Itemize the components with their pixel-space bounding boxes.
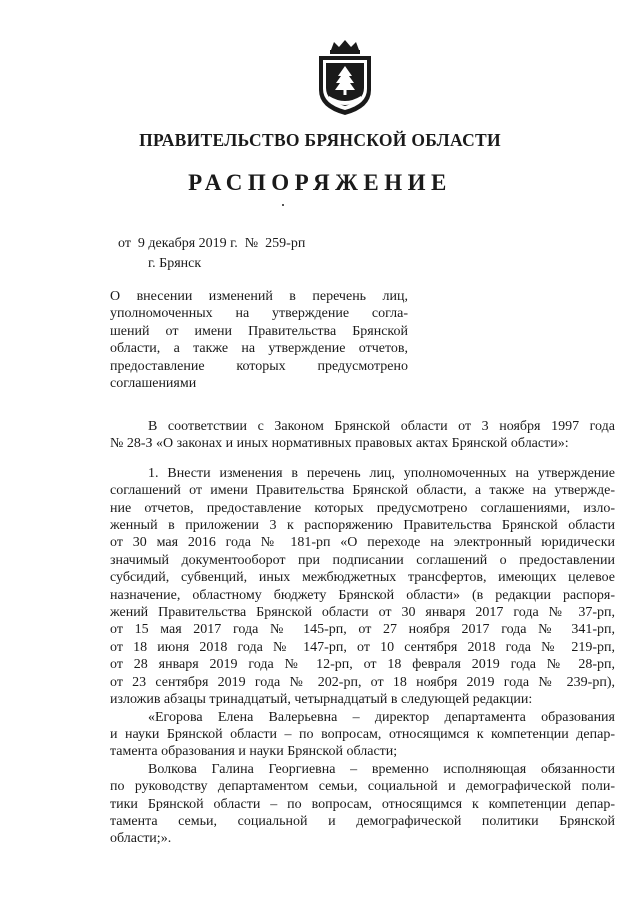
body-line: тамента семьи, социальной и демографической политики Брянской: [110, 813, 615, 829]
body-line: жений Правительства Брянской области от 30 января 2017 года № 37-рп,: [110, 605, 615, 621]
body-line: значимый документооборот при подписании соглашений о предоставлении: [110, 552, 615, 568]
quoted-paragraph-egorova: [110, 709, 615, 761]
body-line: от 23 сентября 2019 года № 202-рп, от 18 ноября 2019 года № 239-рп),: [110, 674, 615, 690]
subject-line: О внесении изменений в перечень лиц,: [110, 289, 408, 304]
body-line: ние отчетов, предоставление которых предусмотрено соглашениями, изло-: [110, 500, 615, 516]
body-line: изложив абзацы тринадцатый, четырнадцатый в следующей редакции:: [110, 692, 533, 708]
body-line: соглашений от имени Правительства Брянской области, а также на утвержде-: [110, 483, 615, 499]
document-subject: [110, 288, 408, 392]
body-line: тамента образования и науки Брянской области;: [110, 744, 398, 760]
document-city: г. Брянск: [148, 256, 202, 271]
body-line: от 15 мая 2017 года № 145-рп, от 27 ноября 2017 года № 341-рп,: [110, 622, 615, 638]
body-line: от 28 января 2019 года № 12-рп, от 18 февраля 2019 года № 28-рп,: [110, 657, 615, 673]
scan-speck: [282, 204, 284, 206]
organization-title: ПРАВИТЕЛЬСТВО БРЯНСКОЙ ОБЛАСТИ: [139, 130, 501, 150]
body-line: № 28-З «О законах и иных нормативных правовых актах Брянской области»:: [110, 436, 569, 452]
item-1-paragraph: [110, 465, 615, 709]
body-line: субсидий, субвенций, иных межбюджетных трансфертов, имеющих целевое: [110, 570, 615, 586]
body-line: области;».: [110, 831, 172, 847]
document-type-title: РАСПОРЯЖЕНИЕ: [188, 170, 452, 195]
body-line: от 30 мая 2016 года № 181-рп «О переходе на электронный юридически: [110, 535, 615, 551]
body-line: по руководству департаментом семьи, социальной и демографической поли-: [110, 779, 615, 795]
body-line: тики Брянской области – по вопросам, относящимся к компетенции депар-: [110, 796, 615, 812]
body-line: и науки Брянской области – по вопросам, относящимся к компетенции депар-: [110, 726, 615, 742]
coat-of-arms-icon: [315, 40, 375, 116]
body-line: 1. Внести изменения в перечень лиц, уполномоченных на утверждение: [148, 465, 615, 481]
subject-line: соглашениями: [110, 376, 197, 392]
body-line: В соответствии с Законом Брянской области от 3 ноября 1997 года: [148, 419, 615, 434]
quoted-paragraph-volkova: [110, 761, 615, 848]
subject-line: области, а также на утверждение отчетов,: [110, 341, 408, 357]
body-line: назначение, областному бюджету Брянской области» (в редакции распоря-: [110, 587, 615, 603]
document-body: [110, 418, 615, 848]
subject-line: предоставление которых предусмотрено: [110, 358, 408, 374]
body-line: женный в приложении 3 к распоряжению Правительства Брянской области: [110, 518, 615, 534]
preamble-paragraph: [110, 418, 615, 453]
body-line: от 18 июня 2018 года № 147-рп, от 10 сентября 2018 года № 219-рп,: [110, 639, 615, 655]
paragraph-gap: [110, 453, 615, 465]
document-date-number: от 9 декабря 2019 г. № 259-рп: [118, 236, 306, 251]
body-line: «Егорова Елена Валерьевна – директор департамента образования: [148, 709, 615, 725]
subject-line: шений от имени Правительства Брянской: [110, 323, 408, 339]
body-line: Волкова Галина Георгиевна – временно исполняющая обязанности: [148, 761, 615, 777]
subject-line: уполномоченных на утверждение согла-: [110, 306, 408, 322]
